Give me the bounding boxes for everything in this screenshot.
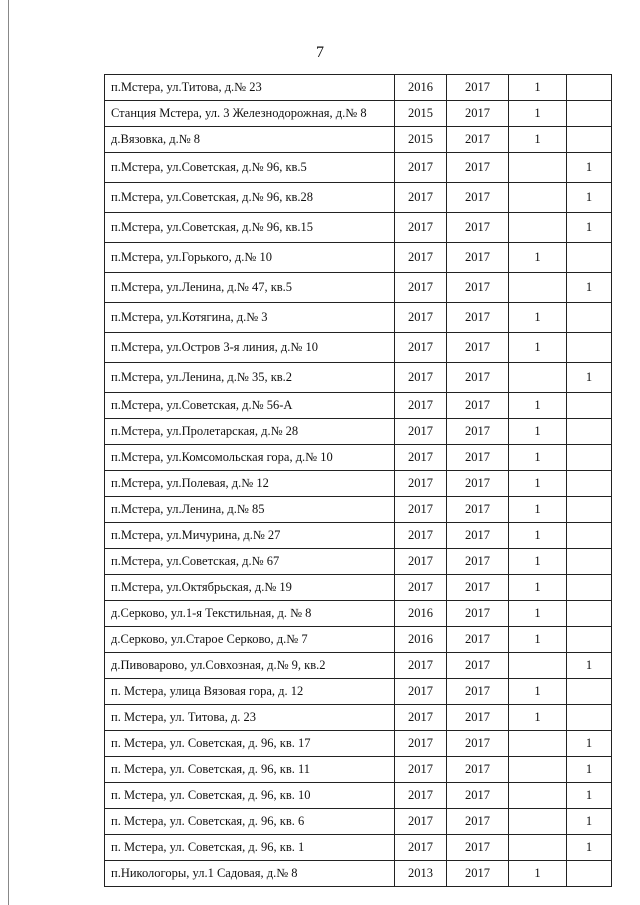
table-row (105, 523, 612, 549)
year-to-cell: 2017 (447, 213, 509, 243)
year-from-cell: 2017 (395, 523, 447, 549)
table-row (105, 835, 612, 861)
count-a-cell: 1 (509, 101, 567, 127)
count-a-cell: 1 (509, 445, 567, 471)
year-from-cell: 2017 (395, 679, 447, 705)
count-a-cell (509, 213, 567, 243)
table-row (105, 75, 612, 101)
count-b-cell: 1 (567, 273, 612, 303)
count-b-cell: 1 (567, 653, 612, 679)
year-from-cell: 2017 (395, 363, 447, 393)
year-to-cell: 2017 (447, 809, 509, 835)
year-from-cell: 2016 (395, 627, 447, 653)
count-b-cell (567, 101, 612, 127)
year-to-cell: 2017 (447, 273, 509, 303)
count-a-cell: 1 (509, 243, 567, 273)
year-to-cell: 2017 (447, 363, 509, 393)
address-cell: п.Никологоры, ул.1 Садовая, д.№ 8 (105, 861, 395, 887)
count-a-cell (509, 153, 567, 183)
table-row (105, 213, 612, 243)
year-from-cell: 2017 (395, 471, 447, 497)
year-from-cell: 2017 (395, 273, 447, 303)
year-from-cell: 2017 (395, 303, 447, 333)
count-b-cell (567, 627, 612, 653)
table-row (105, 497, 612, 523)
address-cell: п.Мстера, ул.Горького, д.№ 10 (105, 243, 395, 273)
count-b-cell (567, 445, 612, 471)
table-row (105, 705, 612, 731)
count-a-cell: 1 (509, 523, 567, 549)
count-b-cell (567, 523, 612, 549)
count-b-cell (567, 243, 612, 273)
year-from-cell: 2017 (395, 575, 447, 601)
count-a-cell: 1 (509, 471, 567, 497)
count-b-cell (567, 393, 612, 419)
year-from-cell: 2017 (395, 757, 447, 783)
year-to-cell: 2017 (447, 783, 509, 809)
count-a-cell: 1 (509, 549, 567, 575)
year-to-cell: 2017 (447, 333, 509, 363)
address-cell: п. Мстера, ул. Советская, д. 96, кв. 1 (105, 835, 395, 861)
year-to-cell: 2017 (447, 153, 509, 183)
table-row (105, 363, 612, 393)
table-row (105, 653, 612, 679)
count-b-cell (567, 575, 612, 601)
year-to-cell: 2017 (447, 127, 509, 153)
year-from-cell: 2017 (395, 393, 447, 419)
table-row (105, 101, 612, 127)
address-cell: п.Мстера, ул.Советская, д.№ 96, кв.5 (105, 153, 395, 183)
address-table-body (105, 75, 612, 887)
year-to-cell: 2017 (447, 731, 509, 757)
count-b-cell (567, 75, 612, 101)
table-row (105, 243, 612, 273)
year-from-cell: 2015 (395, 101, 447, 127)
count-a-cell (509, 809, 567, 835)
address-cell: п.Мстера, ул.Советская, д.№ 56-А (105, 393, 395, 419)
table-row (105, 575, 612, 601)
address-cell: п. Мстера, ул. Советская, д. 96, кв. 6 (105, 809, 395, 835)
table-row (105, 333, 612, 363)
table-row (105, 627, 612, 653)
count-a-cell (509, 731, 567, 757)
count-b-cell (567, 679, 612, 705)
address-cell: п.Мстера, ул.Ленина, д.№ 85 (105, 497, 395, 523)
address-cell: п.Мстера, ул.Советская, д.№ 96, кв.28 (105, 183, 395, 213)
count-b-cell (567, 127, 612, 153)
year-to-cell: 2017 (447, 419, 509, 445)
address-cell: п.Мстера, ул.Полевая, д.№ 12 (105, 471, 395, 497)
address-cell: п.Мстера, ул.Октябрьская, д.№ 19 (105, 575, 395, 601)
count-b-cell (567, 303, 612, 333)
year-to-cell: 2017 (447, 627, 509, 653)
address-cell: п. Мстера, ул. Советская, д. 96, кв. 11 (105, 757, 395, 783)
table-row (105, 757, 612, 783)
count-b-cell: 1 (567, 835, 612, 861)
year-from-cell: 2017 (395, 835, 447, 861)
count-a-cell: 1 (509, 601, 567, 627)
count-a-cell (509, 783, 567, 809)
year-from-cell: 2017 (395, 809, 447, 835)
address-cell: п.Мстера, ул.Остров 3-я линия, д.№ 10 (105, 333, 395, 363)
year-to-cell: 2017 (447, 303, 509, 333)
year-to-cell: 2017 (447, 575, 509, 601)
year-from-cell: 2017 (395, 653, 447, 679)
table-row (105, 679, 612, 705)
year-from-cell: 2017 (395, 497, 447, 523)
year-to-cell: 2017 (447, 445, 509, 471)
year-to-cell: 2017 (447, 497, 509, 523)
count-b-cell (567, 497, 612, 523)
table-row (105, 471, 612, 497)
year-to-cell: 2017 (447, 861, 509, 887)
count-a-cell (509, 835, 567, 861)
table-row (105, 445, 612, 471)
scan-edge-line (8, 0, 9, 905)
count-b-cell: 1 (567, 757, 612, 783)
count-a-cell: 1 (509, 705, 567, 731)
address-table (104, 74, 612, 887)
year-to-cell: 2017 (447, 183, 509, 213)
count-b-cell: 1 (567, 809, 612, 835)
year-from-cell: 2017 (395, 731, 447, 757)
year-from-cell: 2017 (395, 213, 447, 243)
count-a-cell (509, 183, 567, 213)
address-cell: п.Мстера, ул.Пролетарская, д.№ 28 (105, 419, 395, 445)
count-b-cell (567, 861, 612, 887)
count-a-cell: 1 (509, 75, 567, 101)
address-cell: п.Мстера, ул.Мичурина, д.№ 27 (105, 523, 395, 549)
count-a-cell: 1 (509, 303, 567, 333)
year-from-cell: 2017 (395, 153, 447, 183)
table-row (105, 809, 612, 835)
address-cell: д.Серково, ул.Старое Серково, д.№ 7 (105, 627, 395, 653)
year-to-cell: 2017 (447, 549, 509, 575)
count-a-cell: 1 (509, 679, 567, 705)
table-row (105, 549, 612, 575)
year-from-cell: 2017 (395, 333, 447, 363)
year-to-cell: 2017 (447, 705, 509, 731)
count-a-cell: 1 (509, 393, 567, 419)
address-cell: п. Мстера, ул. Советская, д. 96, кв. 17 (105, 731, 395, 757)
year-to-cell: 2017 (447, 653, 509, 679)
year-from-cell: 2016 (395, 601, 447, 627)
count-b-cell (567, 601, 612, 627)
address-cell: д.Пивоварово, ул.Совхозная, д.№ 9, кв.2 (105, 653, 395, 679)
year-to-cell: 2017 (447, 393, 509, 419)
address-cell: п. Мстера, ул. Советская, д. 96, кв. 10 (105, 783, 395, 809)
table-row (105, 303, 612, 333)
count-a-cell (509, 273, 567, 303)
count-a-cell (509, 363, 567, 393)
year-from-cell: 2017 (395, 419, 447, 445)
year-to-cell: 2017 (447, 471, 509, 497)
year-to-cell: 2017 (447, 523, 509, 549)
count-b-cell: 1 (567, 783, 612, 809)
count-b-cell (567, 549, 612, 575)
address-cell: д.Серково, ул.1-я Текстильная, д. № 8 (105, 601, 395, 627)
address-cell: п. Мстера, улица Вязовая гора, д. 12 (105, 679, 395, 705)
count-a-cell (509, 757, 567, 783)
table-row (105, 601, 612, 627)
count-b-cell: 1 (567, 731, 612, 757)
count-a-cell: 1 (509, 419, 567, 445)
table-row (105, 861, 612, 887)
year-to-cell: 2017 (447, 601, 509, 627)
table-row (105, 127, 612, 153)
year-to-cell: 2017 (447, 101, 509, 127)
count-b-cell (567, 333, 612, 363)
address-cell: п.Мстера, ул.Советская, д.№ 96, кв.15 (105, 213, 395, 243)
table-row (105, 419, 612, 445)
table-row (105, 783, 612, 809)
address-cell: п.Мстера, ул.Котягина, д.№ 3 (105, 303, 395, 333)
address-cell: п.Мстера, ул.Титова, д.№ 23 (105, 75, 395, 101)
count-a-cell: 1 (509, 575, 567, 601)
count-a-cell: 1 (509, 627, 567, 653)
table-row (105, 183, 612, 213)
table-row (105, 731, 612, 757)
count-a-cell: 1 (509, 127, 567, 153)
year-from-cell: 2016 (395, 75, 447, 101)
page-number: 7 (316, 44, 324, 61)
count-b-cell (567, 419, 612, 445)
address-cell: п.Мстера, ул.Комсомольская гора, д.№ 10 (105, 445, 395, 471)
count-b-cell: 1 (567, 183, 612, 213)
address-cell: п. Мстера, ул. Титова, д. 23 (105, 705, 395, 731)
year-to-cell: 2017 (447, 679, 509, 705)
year-from-cell: 2017 (395, 445, 447, 471)
year-from-cell: 2017 (395, 183, 447, 213)
address-cell: п.Мстера, ул.Ленина, д.№ 35, кв.2 (105, 363, 395, 393)
year-from-cell: 2017 (395, 783, 447, 809)
address-cell: п.Мстера, ул.Ленина, д.№ 47, кв.5 (105, 273, 395, 303)
year-from-cell: 2017 (395, 549, 447, 575)
count-b-cell (567, 705, 612, 731)
year-from-cell: 2017 (395, 705, 447, 731)
count-b-cell: 1 (567, 153, 612, 183)
address-cell: Станция Мстера, ул. 3 Железнодорожная, д.№ 8 (105, 101, 395, 127)
count-a-cell (509, 653, 567, 679)
table-row (105, 273, 612, 303)
year-to-cell: 2017 (447, 243, 509, 273)
count-a-cell: 1 (509, 333, 567, 363)
table-row (105, 393, 612, 419)
count-b-cell: 1 (567, 363, 612, 393)
count-b-cell (567, 471, 612, 497)
count-a-cell: 1 (509, 497, 567, 523)
address-cell: п.Мстера, ул.Советская, д.№ 67 (105, 549, 395, 575)
table-row (105, 153, 612, 183)
count-b-cell: 1 (567, 213, 612, 243)
year-to-cell: 2017 (447, 835, 509, 861)
count-a-cell: 1 (509, 861, 567, 887)
address-cell: д.Вязовка, д.№ 8 (105, 127, 395, 153)
year-from-cell: 2017 (395, 243, 447, 273)
year-from-cell: 2015 (395, 127, 447, 153)
year-from-cell: 2013 (395, 861, 447, 887)
year-to-cell: 2017 (447, 75, 509, 101)
year-to-cell: 2017 (447, 757, 509, 783)
